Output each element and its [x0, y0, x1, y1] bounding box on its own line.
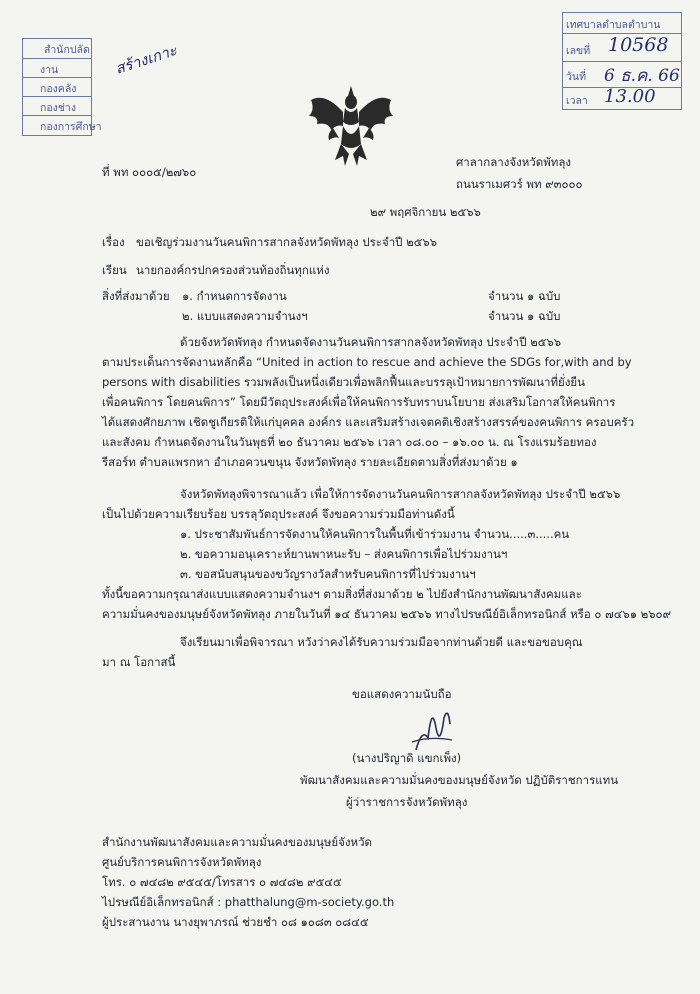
doc-date: ๒๙ พฤศจิกายน ๒๕๖๖ — [370, 205, 481, 219]
doc-number: ที่ พท ๐๐๐๕/๒๗๖๐ — [102, 165, 197, 179]
para1-line-1: ด้วยจังหวัดพัทลุง กำหนดจัดงานวันคนพิการสากลจังหวัดพัทลุง ประจำปี ๒๕๖๖ — [180, 335, 562, 349]
stamp-left-row-4: กองช่าง — [40, 102, 76, 114]
office-name: ศาลากลางจังหวัดพัทลุง — [456, 155, 572, 169]
request-3: ๓. ขอสนับสนุนของขวัญรางวัลสำหรับคนพิการที่ไปร่วมงานฯ — [180, 567, 476, 581]
handwritten-signature — [408, 698, 456, 758]
attachments-label: สิ่งที่ส่งมาด้วย — [102, 289, 170, 303]
footer-line-2: ศูนย์บริการคนพิการจังหวัดพัทลุง — [102, 855, 262, 869]
para3-line-2: ความมั่นคงของมนุษย์จังหวัดพัทลุง ภายในวันที่ ๑๔ ธันวาคม ๒๕๖๖ ทางไปรษณีย์อิเล็กทรอนิกส์ หรือ ๐ ๗๔๖๑ ๒๖๐๙ — [102, 607, 671, 621]
stamp-left-row-5: กองการศึกษา — [40, 121, 102, 133]
closing-line-2: มา ณ โอกาสนี้ — [102, 655, 176, 669]
attachment-qty-1: จำนวน ๑ ฉบับ — [488, 289, 561, 303]
signer-name: (นางปริญาดิ แขกเพ็ง) — [352, 751, 462, 765]
office-address: ถนนราเมศวร์ พท ๙๓๐๐๐ — [456, 177, 583, 191]
stamp-right-time-label: เวลา — [566, 95, 588, 107]
stamp-left-row-1: สำนักปลัด — [44, 44, 90, 56]
para2-line-2: เป็นไปด้วยความเรียบร้อย บรรลุวัตถุประสงค์ จึงขอความร่วมมือท่านดังนี้ — [102, 507, 455, 521]
subject-text: ขอเชิญร่วมงานวันคนพิการสากลจังหวัดพัทลุง ประจำปี ๒๕๖๖ — [136, 235, 438, 249]
para1-line-4: เพื่อคนพิการ โดยคนพิการ” โดยมีวัตถุประสงค์เพื่อให้คนพิการรับทราบนโยบาย ส่งเสริมโอกาสให้คนพิการ — [102, 395, 616, 409]
para3-line-1: ทั้งนี้ขอความกรุณาส่งแบบแสดงความจำนงฯ ตามสิ่งที่ส่งมาด้วย ๒ ไปยังสำนักงานพัฒนาสังคมและ — [102, 587, 582, 601]
signature-greeting: ขอแสดงความนับถือ — [352, 687, 452, 701]
footer-line-5: ผู้ประสานงาน นางยุพาภรณ์ ช่วยชำ ๐๘ ๑๐๘๓ ๐๘๔๕ — [102, 915, 369, 929]
recipient-label: เรียน — [102, 263, 127, 277]
para1-line-5: ได้แสดงศักยภาพ เชิดชูเกียรติให้แก่บุคคล องค์กร และเสริมสร้างเจตคติเชิงสร้างสรรค์ของคนพิการ ครอบครัว — [102, 415, 635, 429]
recipient-text: นายกองค์กรปกครองส่วนท้องถิ่นทุกแห่ง — [136, 263, 330, 277]
stamp-right-number-label: เลขที่ — [566, 45, 591, 57]
stamp-right-number: 10568 — [608, 34, 669, 56]
footer-line-4: ไปรษณีย์อิเล็กทรอนิกส์ : phatthalung@m-society.go.th — [102, 895, 395, 909]
closing-line-1: จึงเรียนมาเพื่อพิจารณา หวังว่าคงได้รับความร่วมมือจากท่านด้วยดี และขอขอบคุณ — [180, 635, 583, 649]
para2-line-1: จังหวัดพัทลุงพิจารณาแล้ว เพื่อให้การจัดงานวันคนพิการสากลจังหวัดพัทลุง ประจำปี ๒๕๖๖ — [180, 487, 621, 501]
stamp-right-date-label: วันที่ — [566, 71, 586, 83]
stamp-left-row-3: กองคลัง — [40, 83, 77, 95]
signer-title-1: พัฒนาสังคมและความมั่นคงของมนุษย์จังหวัด ปฏิบัติราชการแทน — [300, 773, 619, 787]
stamp-left-handwriting: สร้างเกาะ — [112, 41, 180, 78]
footer-line-1: สำนักงานพัฒนาสังคมและความมั่นคงของมนุษย์จังหวัด — [102, 835, 373, 849]
para1-line-7: รีสอร์ท ตำบลแพรกหา อำเภอควนขนุน จังหวัดพัทลุง รายละเอียดตามสิ่งที่ส่งมาด้วย ๑ — [102, 455, 518, 469]
stamp-right-time: 13.00 — [604, 86, 656, 107]
stamp-right-org: เทศบาลตำบลตำบาน — [566, 19, 661, 31]
para1-line-2: ตามประเด็นการจัดงานหลักคือ “United in action to rescue and achieve the SDGs for,with and by — [102, 355, 632, 369]
subject-label: เรื่อง — [102, 235, 125, 249]
stamp-right-date: 6 ธ.ค. 66 — [604, 66, 680, 86]
footer-line-3: โทร. ๐ ๗๔๘๒ ๙๕๔๕/โทรสาร ๐ ๗๔๘๒ ๙๕๔๕ — [102, 875, 342, 889]
signer-title-2: ผู้ว่าราชการจังหวัดพัทลุง — [346, 795, 468, 809]
stamp-left-row-2: งาน — [40, 64, 59, 76]
request-2: ๒. ขอความอนุเคราะห์ยานพาหนะรับ – ส่งคนพิการเพื่อไปร่วมงานฯ — [180, 547, 508, 561]
attachment-item-2: ๒. แบบแสดงความจำนงฯ — [182, 309, 308, 323]
attachment-qty-2: จำนวน ๑ ฉบับ — [488, 309, 561, 323]
para1-line-6: และสังคม กำหนดจัดงานในวันพุธที่ ๒๐ ธันวาคม ๒๕๖๖ เวลา ๐๘.๐๐ – ๑๖.๐๐ น. ณ โรงแรมร้อยทอง — [102, 435, 597, 449]
attachment-item-1: ๑. กำหนดการจัดงาน — [182, 289, 287, 303]
garuda-emblem-icon — [305, 82, 397, 170]
para1-line-3: persons with disabilities รวมพลังเป็นหนึ่งเดียวเพื่อพลิกฟื้นและบรรลุเป้าหมายการพัฒนาที่ยั่งยืน — [102, 375, 585, 389]
request-1: ๑. ประชาสัมพันธ์การจัดงานให้คนพิการในพื้นที่เข้าร่วมงาน จำนวน.....๓.....คน — [180, 527, 570, 541]
